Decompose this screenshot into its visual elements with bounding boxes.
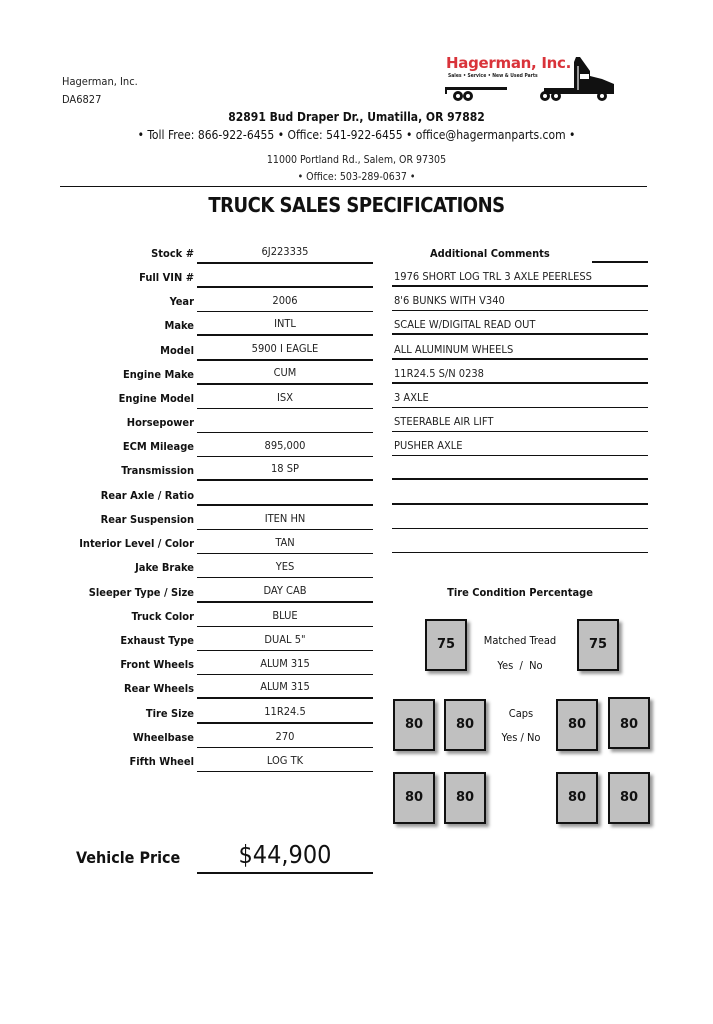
spec-row-year bbox=[0, 289, 380, 313]
spec-row-sleeper bbox=[0, 580, 380, 604]
spec-value[interactable]: 5900 I EAGLE bbox=[197, 339, 373, 361]
vehicle-price-label: Vehicle Price bbox=[76, 848, 181, 867]
spec-row-rear-suspension bbox=[0, 507, 380, 531]
comment-line[interactable] bbox=[392, 533, 648, 553]
spec-value[interactable] bbox=[197, 412, 373, 433]
spec-label: Horsepower bbox=[126, 416, 194, 429]
spec-label: Wheelbase bbox=[132, 731, 194, 744]
comments-label-line bbox=[592, 261, 648, 263]
logo-tagline: Sales • Service • New & Used Parts bbox=[448, 73, 538, 79]
tire-steer-right[interactable]: 75 bbox=[577, 619, 619, 671]
main-address: 82891 Bud Draper Dr., Umatilla, OR 97882 bbox=[228, 110, 485, 124]
spec-value[interactable]: 895,000 bbox=[197, 436, 373, 457]
spec-value[interactable]: DAY CAB bbox=[197, 581, 373, 603]
spec-row-jake-brake bbox=[0, 555, 380, 579]
spec-value[interactable]: DUAL 5" bbox=[197, 630, 373, 651]
spec-label: ECM Mileage bbox=[122, 440, 194, 453]
spec-value[interactable] bbox=[197, 484, 373, 506]
spec-label: Make bbox=[164, 319, 194, 332]
comment-line[interactable]: 3 AXLE bbox=[392, 388, 648, 408]
spec-label: Jake Brake bbox=[135, 561, 194, 574]
spec-value[interactable]: ISX bbox=[197, 388, 373, 409]
spec-label: Tire Size bbox=[145, 707, 194, 720]
spec-value[interactable]: 18 SP bbox=[197, 459, 373, 481]
header-divider bbox=[60, 186, 647, 187]
spec-label: Full VIN # bbox=[139, 271, 194, 284]
spec-row-tire-size bbox=[0, 701, 380, 725]
company-logo bbox=[444, 54, 619, 104]
spec-label: Engine Model bbox=[118, 392, 194, 405]
spec-row-front-wheels bbox=[0, 652, 380, 676]
spec-value[interactable] bbox=[197, 266, 373, 288]
truck-icon bbox=[444, 54, 619, 104]
matched-tread-options[interactable]: Yes / No bbox=[497, 659, 543, 672]
main-contact: • Toll Free: 866-922-6455 • Office: 541-922-6455 • office@hagermanparts.com • bbox=[137, 128, 576, 142]
spec-value[interactable]: LOG TK bbox=[197, 751, 373, 772]
secondary-address: 11000 Portland Rd., Salem, OR 97305 bbox=[266, 154, 447, 166]
spec-row-ecm-mileage bbox=[0, 434, 380, 458]
spec-value[interactable]: 11R24.5 bbox=[197, 702, 373, 724]
page-title: TRUCK SALES SPECIFICATIONS bbox=[208, 193, 505, 217]
spec-row-stock bbox=[0, 241, 380, 265]
tire-drive-front-2[interactable]: 80 bbox=[444, 699, 486, 751]
spec-row-rear-axle bbox=[0, 483, 380, 507]
spec-value[interactable]: 2006 bbox=[197, 291, 373, 312]
comments-label: Additional Comments bbox=[430, 247, 550, 260]
spec-value[interactable]: BLUE bbox=[197, 606, 373, 627]
spec-row-make bbox=[0, 313, 380, 337]
spec-row-truck-color bbox=[0, 604, 380, 628]
spec-value[interactable]: 270 bbox=[197, 727, 373, 748]
spec-label: Rear Axle / Ratio bbox=[100, 489, 194, 502]
spec-label: Year bbox=[169, 295, 194, 308]
spec-label: Rear Wheels bbox=[123, 682, 194, 695]
comment-line[interactable]: STEERABLE AIR LIFT bbox=[392, 412, 648, 432]
logo-name: Hagerman, Inc. bbox=[446, 54, 571, 72]
spec-row-model bbox=[0, 338, 380, 362]
spec-value[interactable]: ALUM 315 bbox=[197, 654, 373, 675]
comment-line[interactable] bbox=[392, 460, 648, 480]
spec-value[interactable]: 6J223335 bbox=[197, 242, 373, 264]
comment-line[interactable]: PUSHER AXLE bbox=[392, 436, 648, 456]
spec-value[interactable]: ALUM 315 bbox=[197, 677, 373, 699]
tire-condition-title: Tire Condition Percentage bbox=[447, 586, 593, 599]
spec-label: Model bbox=[160, 344, 194, 357]
spec-label: Stock # bbox=[151, 247, 194, 260]
spec-label: Front Wheels bbox=[120, 658, 194, 671]
tire-drive-front-4[interactable]: 80 bbox=[608, 697, 650, 749]
comment-line[interactable]: ALL ALUMINUM WHEELS bbox=[392, 340, 648, 360]
comment-line[interactable] bbox=[392, 485, 648, 505]
spec-value[interactable]: INTL bbox=[197, 314, 373, 336]
spec-label: Fifth Wheel bbox=[129, 755, 194, 768]
comment-line[interactable]: 8'6 BUNKS WITH V340 bbox=[392, 291, 648, 311]
spec-row-engine-model bbox=[0, 386, 380, 410]
spec-label: Exhaust Type bbox=[120, 634, 194, 647]
tire-drive-front-3[interactable]: 80 bbox=[556, 699, 598, 751]
spec-row-fifth-wheel bbox=[0, 749, 380, 773]
tire-drive-front-1[interactable]: 80 bbox=[393, 699, 435, 751]
matched-tread-label: Matched Tread bbox=[483, 634, 557, 647]
caps-label: Caps bbox=[508, 707, 534, 720]
comment-line[interactable] bbox=[392, 509, 648, 529]
tire-drive-rear-4[interactable]: 80 bbox=[608, 772, 650, 824]
spec-value[interactable]: YES bbox=[197, 557, 373, 578]
spec-label: Interior Level / Color bbox=[79, 537, 194, 550]
caps-options[interactable]: Yes / No bbox=[501, 731, 541, 744]
vehicle-price-value[interactable]: $44,900 bbox=[197, 838, 373, 874]
spec-row-rear-wheels bbox=[0, 676, 380, 700]
spec-row-interior bbox=[0, 531, 380, 555]
spec-row-exhaust bbox=[0, 628, 380, 652]
comment-line[interactable]: 11R24.5 S/N 0238 bbox=[392, 364, 648, 384]
document-code: DA6827 bbox=[62, 93, 102, 106]
spec-label: Truck Color bbox=[131, 610, 194, 623]
spec-row-engine-make bbox=[0, 362, 380, 386]
spec-value[interactable]: ITEN HN bbox=[197, 509, 373, 530]
comment-line[interactable]: 1976 SHORT LOG TRL 3 AXLE PEERLESS bbox=[392, 267, 648, 287]
spec-label: Transmission bbox=[121, 464, 194, 477]
comment-line[interactable]: SCALE W/DIGITAL READ OUT bbox=[392, 315, 648, 335]
spec-row-vin bbox=[0, 265, 380, 289]
spec-row-wheelbase bbox=[0, 725, 380, 749]
tire-drive-rear-1[interactable]: 80 bbox=[393, 772, 435, 824]
spec-row-horsepower bbox=[0, 410, 380, 434]
spec-row-transmission bbox=[0, 458, 380, 482]
spec-value[interactable]: CUM bbox=[197, 363, 373, 385]
secondary-contact: • Office: 503-289-0637 • bbox=[297, 171, 416, 183]
company-name: Hagerman, Inc. bbox=[62, 75, 138, 88]
tire-drive-rear-3[interactable]: 80 bbox=[556, 772, 598, 824]
spec-label: Sleeper Type / Size bbox=[88, 586, 194, 599]
tire-steer-left[interactable]: 75 bbox=[425, 619, 467, 671]
spec-label: Engine Make bbox=[122, 368, 194, 381]
tire-drive-rear-2[interactable]: 80 bbox=[444, 772, 486, 824]
spec-value[interactable]: TAN bbox=[197, 533, 373, 554]
spec-label: Rear Suspension bbox=[100, 513, 194, 526]
